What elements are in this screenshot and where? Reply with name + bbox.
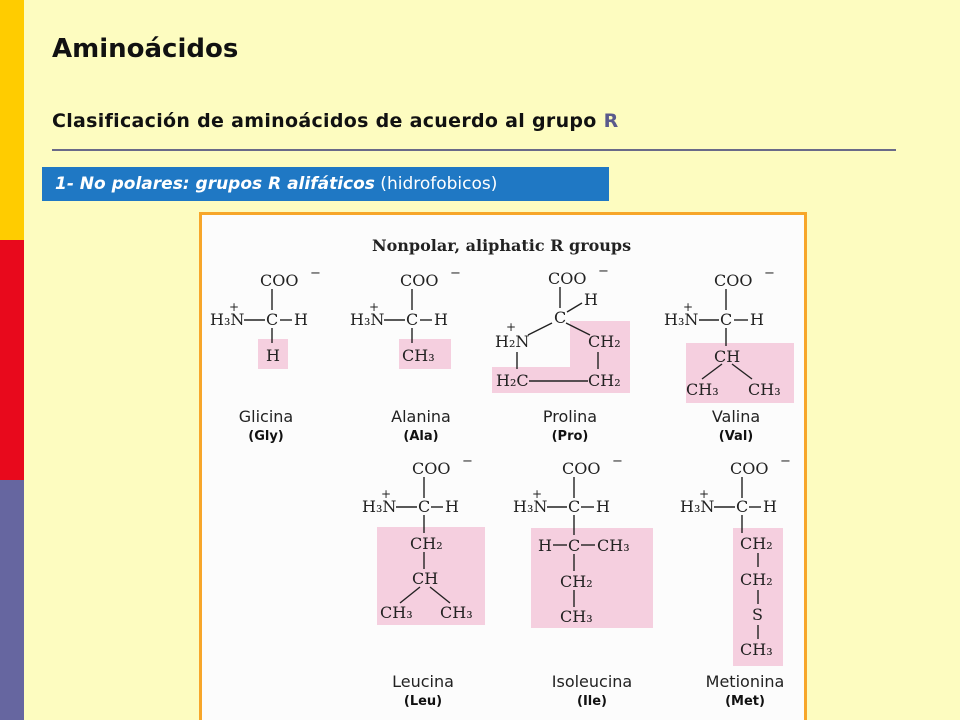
structure-glycine	[210, 266, 321, 365]
svg-text:H₂N: H₂N	[495, 332, 530, 351]
label-leucine	[353, 673, 493, 710]
svg-text:CH₃: CH₃	[740, 640, 773, 659]
amino-acid-name: Valina	[711, 407, 761, 426]
svg-text:H₃N: H₃N	[210, 310, 245, 329]
svg-text:H: H	[584, 290, 598, 309]
svg-text:CH: CH	[412, 569, 439, 588]
amino-acid-name: Prolina	[542, 407, 598, 426]
svg-text:H₃N: H₃N	[680, 497, 715, 516]
svg-text:C: C	[720, 310, 733, 329]
page-subtitle	[52, 110, 619, 132]
svg-text:CH₃: CH₃	[402, 346, 435, 365]
amino-acid-abbr: (Ile)	[577, 694, 607, 709]
svg-text:H₂C: H₂C	[496, 371, 529, 390]
amino-acid-abbr: (Val)	[718, 429, 754, 444]
svg-text:C: C	[418, 497, 431, 516]
label-valine	[666, 408, 806, 445]
svg-text:COO: COO	[412, 459, 451, 478]
svg-text:+: +	[369, 300, 380, 314]
svg-text:COO: COO	[714, 271, 753, 290]
label-methionine	[675, 673, 815, 710]
label-proline	[500, 408, 640, 445]
svg-text:CH₃: CH₃	[560, 607, 593, 626]
svg-text:C: C	[554, 308, 567, 327]
svg-text:H: H	[434, 310, 448, 329]
svg-text:S: S	[752, 605, 763, 624]
svg-text:C: C	[266, 310, 279, 329]
svg-text:COO: COO	[730, 459, 769, 478]
amino-acid-name: Alanina	[391, 407, 451, 426]
svg-text:CH₂: CH₂	[410, 534, 443, 553]
divider	[52, 149, 896, 151]
svg-text:CH₂: CH₂	[740, 570, 773, 589]
svg-text:H: H	[538, 536, 552, 555]
svg-text:H: H	[294, 310, 308, 329]
page-title: Aminoácidos	[52, 34, 239, 64]
svg-text:CH₃: CH₃	[686, 380, 719, 399]
svg-text:CH₃: CH₃	[748, 380, 781, 399]
amino-acid-name: Metionina	[705, 672, 785, 691]
svg-text:CH₂: CH₂	[560, 572, 593, 591]
svg-text:CH₂: CH₂	[588, 371, 621, 390]
decor-bar-blue	[0, 480, 24, 720]
svg-text:−: −	[780, 454, 791, 469]
svg-text:−: −	[310, 266, 321, 281]
banner-note: (hidrofobicos)	[374, 174, 498, 194]
svg-text:H₃N: H₃N	[362, 497, 397, 516]
svg-text:COO: COO	[400, 271, 439, 290]
svg-text:−: −	[450, 266, 461, 281]
svg-text:CH₃: CH₃	[380, 603, 413, 622]
svg-text:H: H	[763, 497, 777, 516]
label-glycine	[196, 408, 336, 445]
banner-category: 1- No polares: grupos R alifáticos	[55, 174, 375, 194]
svg-text:CH₂: CH₂	[588, 332, 621, 351]
svg-text:CH: CH	[714, 347, 741, 366]
svg-text:+: +	[381, 487, 392, 501]
svg-text:H₃N: H₃N	[664, 310, 699, 329]
amino-acid-figure	[199, 212, 807, 720]
amino-acid-abbr: (Ala)	[403, 429, 439, 444]
label-isoleucine	[522, 673, 662, 710]
svg-text:CH₃: CH₃	[597, 536, 630, 555]
svg-text:+: +	[699, 487, 710, 501]
svg-text:+: +	[683, 300, 694, 314]
svg-text:+: +	[229, 300, 240, 314]
svg-text:−: −	[764, 266, 775, 281]
subtitle-r: R	[603, 110, 619, 132]
svg-text:H₃N: H₃N	[513, 497, 548, 516]
svg-text:C: C	[568, 536, 581, 555]
svg-text:CH₂: CH₂	[740, 534, 773, 553]
svg-text:+: +	[506, 320, 517, 334]
svg-text:CH₃: CH₃	[440, 603, 473, 622]
svg-text:−: −	[598, 264, 609, 279]
svg-text:−: −	[462, 454, 473, 469]
amino-acid-abbr: (Leu)	[403, 694, 443, 709]
svg-text:COO: COO	[260, 271, 299, 290]
svg-text:H₃N: H₃N	[350, 310, 385, 329]
amino-acid-name: Leucina	[392, 672, 454, 691]
structures-svg	[202, 215, 804, 720]
amino-acid-abbr: (Met)	[725, 694, 765, 709]
amino-acid-abbr: (Pro)	[551, 429, 589, 444]
svg-text:C: C	[568, 497, 581, 516]
svg-text:C: C	[736, 497, 749, 516]
decor-bar-yellow	[0, 0, 24, 240]
svg-text:H: H	[445, 497, 459, 516]
svg-text:COO: COO	[562, 459, 601, 478]
svg-text:−: −	[612, 454, 623, 469]
label-alanine	[351, 408, 491, 445]
svg-text:COO: COO	[548, 269, 587, 288]
figure-heading: Nonpolar, aliphatic R groups	[372, 236, 632, 255]
category-banner	[42, 167, 609, 201]
amino-acid-abbr: (Gly)	[248, 429, 284, 444]
svg-text:C: C	[406, 310, 419, 329]
amino-acid-name: Glicina	[238, 407, 294, 426]
amino-acid-name: Isoleucina	[551, 672, 633, 691]
svg-text:+: +	[532, 487, 543, 501]
svg-text:H: H	[266, 346, 280, 365]
subtitle-text: Clasificación de aminoácidos de acuerdo al grupo	[52, 110, 604, 132]
svg-text:H: H	[596, 497, 610, 516]
decor-bar-red	[0, 240, 24, 480]
svg-text:H: H	[750, 310, 764, 329]
